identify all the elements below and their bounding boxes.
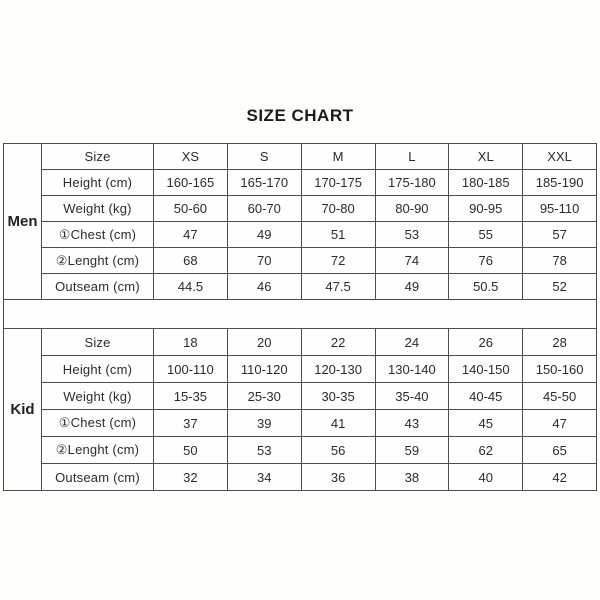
page-title: SIZE CHART <box>246 106 354 125</box>
table-cell: 160-165 <box>154 170 228 196</box>
table-cell: 47 <box>154 222 228 248</box>
row-label: ②Lenght (cm) <box>42 437 154 464</box>
table-cell: 22 <box>302 329 376 356</box>
table-cell: 90-95 <box>449 196 523 222</box>
row-label: Outseam (cm) <box>42 464 154 491</box>
table-cell: 165-170 <box>228 170 302 196</box>
table-cell: 40-45 <box>449 383 523 410</box>
table-cell: 55 <box>449 222 523 248</box>
table-cell: 18 <box>154 329 228 356</box>
table-cell: 43 <box>376 410 450 437</box>
table-cell: 28 <box>523 329 597 356</box>
table-cell: 37 <box>154 410 228 437</box>
table-cell: 44.5 <box>154 274 228 300</box>
table-cell: 57 <box>523 222 597 248</box>
row-label: Size <box>42 144 154 170</box>
size-chart-table <box>3 143 597 491</box>
table-cell: 53 <box>228 437 302 464</box>
table-cell: 45 <box>449 410 523 437</box>
table-cell: 42 <box>523 464 597 491</box>
table-cell: 100-110 <box>154 356 228 383</box>
table-cell: 59 <box>376 437 450 464</box>
table-cell: XL <box>449 144 523 170</box>
table-cell: 80-90 <box>376 196 450 222</box>
table-cell: 24 <box>376 329 450 356</box>
row-label: Height (cm) <box>42 356 154 383</box>
table-cell: 20 <box>228 329 302 356</box>
table-cell: 72 <box>302 248 376 274</box>
table-cell: 140-150 <box>449 356 523 383</box>
table-cell: 180-185 <box>449 170 523 196</box>
table-cell: 120-130 <box>302 356 376 383</box>
row-label: ①Chest (cm) <box>42 222 154 248</box>
row-label: Outseam (cm) <box>42 274 154 300</box>
table-cell: 25-30 <box>228 383 302 410</box>
table-cell: 35-40 <box>376 383 450 410</box>
table-cell: 50 <box>154 437 228 464</box>
table-cell: 70-80 <box>302 196 376 222</box>
table-cell: 39 <box>228 410 302 437</box>
table-cell: 47.5 <box>302 274 376 300</box>
kid-size-table <box>3 328 597 491</box>
row-label: Size <box>42 329 154 356</box>
table-cell: 38 <box>376 464 450 491</box>
table-cell: L <box>376 144 450 170</box>
table-cell: 36 <box>302 464 376 491</box>
table-cell: 47 <box>523 410 597 437</box>
table-cell: 50-60 <box>154 196 228 222</box>
table-cell: 150-160 <box>523 356 597 383</box>
table-cell: 74 <box>376 248 450 274</box>
table-cell: 110-120 <box>228 356 302 383</box>
table-cell: 70 <box>228 248 302 274</box>
table-cell: M <box>302 144 376 170</box>
table-cell: 41 <box>302 410 376 437</box>
row-label: ②Lenght (cm) <box>42 248 154 274</box>
table-cell: 49 <box>228 222 302 248</box>
table-cell: 78 <box>523 248 597 274</box>
row-label: Weight (kg) <box>42 383 154 410</box>
table-cell: XS <box>154 144 228 170</box>
table-cell: S <box>228 144 302 170</box>
table-cell: 65 <box>523 437 597 464</box>
table-cell: 53 <box>376 222 450 248</box>
table-cell: 32 <box>154 464 228 491</box>
men-size-table <box>3 143 597 300</box>
table-cell: XXL <box>523 144 597 170</box>
row-label: ①Chest (cm) <box>42 410 154 437</box>
table-cell: 52 <box>523 274 597 300</box>
section-divider <box>3 300 597 328</box>
table-cell: 62 <box>449 437 523 464</box>
table-cell: 51 <box>302 222 376 248</box>
row-label: Weight (kg) <box>42 196 154 222</box>
group-label-men: Men <box>4 144 42 300</box>
table-cell: 68 <box>154 248 228 274</box>
table-cell: 45-50 <box>523 383 597 410</box>
table-cell: 95-110 <box>523 196 597 222</box>
table-cell: 40 <box>449 464 523 491</box>
table-cell: 49 <box>376 274 450 300</box>
group-label-kid: Kid <box>4 329 42 491</box>
table-cell: 130-140 <box>376 356 450 383</box>
table-cell: 185-190 <box>523 170 597 196</box>
table-cell: 46 <box>228 274 302 300</box>
table-cell: 175-180 <box>376 170 450 196</box>
row-label: Height (cm) <box>42 170 154 196</box>
table-cell: 26 <box>449 329 523 356</box>
table-cell: 30-35 <box>302 383 376 410</box>
table-cell: 60-70 <box>228 196 302 222</box>
table-cell: 56 <box>302 437 376 464</box>
table-cell: 15-35 <box>154 383 228 410</box>
table-cell: 170-175 <box>302 170 376 196</box>
table-cell: 76 <box>449 248 523 274</box>
table-cell: 50.5 <box>449 274 523 300</box>
table-cell: 34 <box>228 464 302 491</box>
